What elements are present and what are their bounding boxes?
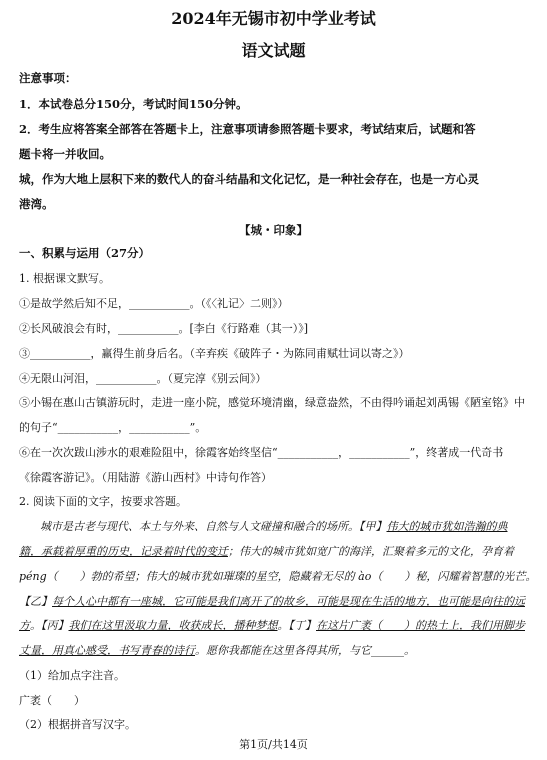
question-1-item-2: ②长风破浪会有时，___________。[李白《行路难（其一）》] [19, 322, 309, 335]
passage-line-2 [19, 543, 514, 559]
passage-line-5 [19, 617, 525, 633]
notes-item-1: 1．本试卷总分150分，考试时间150分钟。 [19, 97, 248, 111]
sub-question-1-answer: 广袤（ ） [19, 694, 85, 707]
passage-text: 。愿你我都能在这里各得其所，与它______。 [195, 644, 415, 657]
passage-underlined-text: 每个人心中都有一座城，它可能是我们离开了的故乡，可能是现在生活的地方，也可能是向往的远 [52, 595, 525, 608]
intro-line-1: 城，作为大地上层积下来的数代人的奋斗结晶和文化记忆，是一种社会存在，也是一方心灵 [19, 172, 479, 186]
question-1-item-3: ③___________，赢得生前身后名。（辛弃疾《破阵子・为陈同甫赋壮词以寄之》） [19, 347, 410, 360]
intro-line-2: 港湾。 [19, 197, 54, 211]
notes-item-2-line-1: 2．考生应将答案全部答在答题卡上，注意事项请参照答题卡要求，考试结束后，试题和答 [19, 122, 476, 136]
exam-title: 2024年无锡市初中学业考试 [171, 9, 376, 28]
passage-text: ；伟大的城市犹如宽广的海洋，汇聚着多元的文化，孕育着 [228, 545, 514, 558]
passage-underlined-text: 伟大的城市犹如浩瀚的典 [386, 520, 508, 533]
question-1: 1. 根据课文默写。 [19, 272, 110, 285]
question-1-item-5-line-2: 的句子“___________，___________”。 [19, 421, 207, 434]
passage-line-4 [19, 593, 525, 609]
sub-question-1: （1）给加点字注音。 [19, 669, 125, 682]
passage-marker: 。【丁】 [277, 619, 316, 632]
passage-underlined-text: 籍，承载着厚重的历史，记录着时代的变迁 [19, 545, 228, 558]
sub-question-2: （2）根据拼音写汉字。 [19, 718, 136, 731]
question-1-item-4: ④无限山河泪，___________。（夏完淳《别云间》） [19, 372, 267, 385]
question-1-item-5-line-1: ⑤小锡在惠山古镇游玩时，走进一座小院，感觉环境清幽，绿意盎然，不由得吟诵起刘禹锡《陋室铭》中 [19, 396, 525, 409]
notes-heading: 注意事项： [19, 71, 77, 85]
passage-underlined-text: 在这片广袤（ ）的热土上，我们用脚步 [316, 619, 525, 632]
question-1-item-6-line-1: ⑥在一次次跋山涉水的艰难险阻中，徐霞客始终坚信“___________，___________”，终著成一代奇书 [19, 446, 504, 459]
question-2: 2. 阅读下面的文字，按要求答题。 [19, 495, 187, 508]
section-title: 【城・印象】 [239, 223, 308, 237]
page-number: 第1页/共14页 [239, 738, 308, 751]
passage-line-6 [19, 642, 415, 658]
passage-underlined-text: 我们在这里汲取力量，收获成长，播种梦想 [68, 619, 278, 632]
passage-underlined-text: 丈量，用真心感受，书写青春的诗行 [19, 644, 195, 657]
passage-text: 城市是古老与现代、本土与外来、自然与人文碰撞和融合的场所。【甲】 [40, 520, 387, 533]
question-1-item-1: ①是故学然后知不足，___________。（《〈礼记〉二则》） [19, 297, 289, 310]
passage-underlined-text: 方 [19, 619, 30, 632]
passage-marker: 。【丙】 [30, 619, 69, 632]
question-1-item-6-line-2: 《徐霞客游记》。（用陆游《游山西村》中诗句作答） [19, 471, 272, 484]
passage-line-1 [40, 518, 508, 534]
part1-heading: 一、积累与运用（27分） [19, 246, 151, 260]
passage-line-3: péng（ ）勃的希望；伟大的城市犹如璀璨的星空，隐藏着无尽的 ào（ ）秘，闪耀着智慧的光芒。 [19, 570, 537, 583]
exam-subject-title: 语文试题 [241, 41, 306, 60]
notes-item-2-line-2: 题卡将一并收回。 [19, 147, 111, 161]
passage-marker: 【乙】 [19, 595, 52, 608]
